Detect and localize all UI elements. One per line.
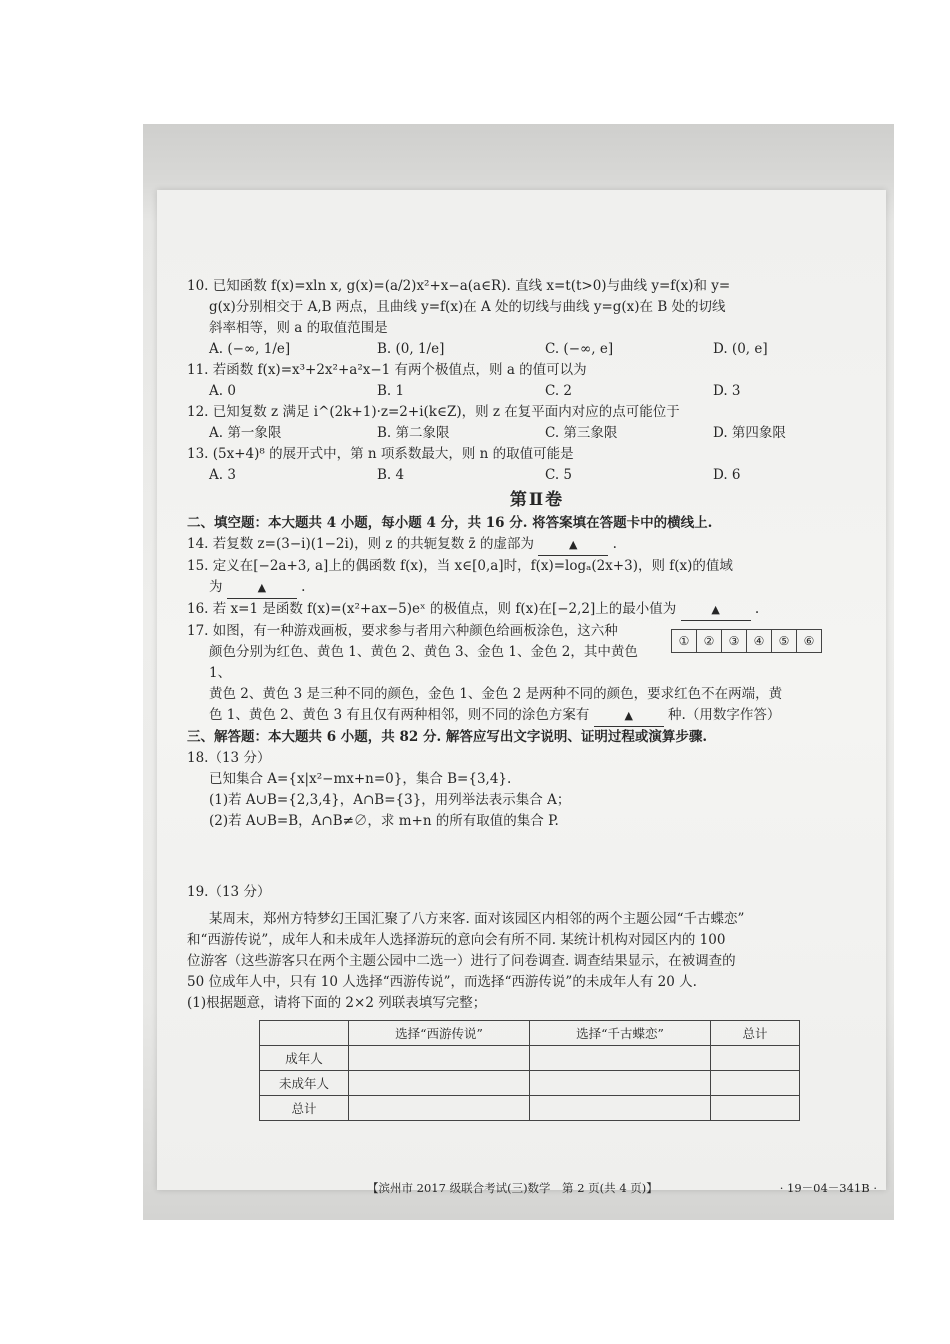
exam-content bbox=[187, 276, 887, 1121]
q16-text bbox=[187, 599, 887, 621]
q15-after2: . bbox=[301, 579, 306, 595]
table-row bbox=[260, 1071, 800, 1096]
q11-option-c: C. 2 bbox=[545, 383, 573, 399]
table-header-cell: 选择“千古蝶恋” bbox=[530, 1021, 711, 1046]
q12-text: 12. 已知复数 z 满足 i^(2k+1)·z=2+i(k∈Z)，则 z 在复平面内对应的点可能位于 bbox=[187, 404, 680, 420]
table-header-cell: 选择“西游传说” bbox=[349, 1021, 530, 1046]
q17-cell-1: ① bbox=[672, 630, 697, 652]
q17-cell-3: ③ bbox=[722, 630, 747, 652]
q10-line3: 斜率相等，则 a 的取值范围是 bbox=[209, 320, 388, 336]
q17-line3: 黄色 2、黄色 3 是三种不同的颜色，金色 1、金色 2 是两种不同的颜色，要求红色不在两端，黄 bbox=[209, 686, 783, 702]
table-row bbox=[260, 1096, 800, 1121]
footer-right: · 19－04－341B · bbox=[779, 1181, 877, 1195]
table-row bbox=[260, 1021, 800, 1046]
q17-top-text bbox=[187, 621, 657, 684]
q11-options bbox=[187, 381, 887, 402]
q19-line2: 和“西游传说”，成年人和未成年人选择游玩的意向会有所不同. 某统计机构对园区内的 100 bbox=[187, 932, 726, 948]
q12-option-c: C. 第三象限 bbox=[545, 425, 618, 441]
table-row-label: 成年人 bbox=[260, 1046, 349, 1071]
q19-head: 19.（13 分） bbox=[187, 884, 271, 900]
q16-answer-blank: ▲ bbox=[681, 599, 751, 621]
q13-option-a: A. 3 bbox=[209, 467, 236, 483]
table-cell bbox=[349, 1071, 530, 1096]
q10-line2: g(x)分别相交于 A,B 两点，且曲线 y=f(x)在 A 处的切线与曲线 y=g(x)在 B 处的切线 bbox=[209, 299, 726, 315]
table-cell bbox=[530, 1071, 711, 1096]
table-header-cell: 总计 bbox=[711, 1021, 800, 1046]
q17-answer-blank: ▲ bbox=[594, 705, 664, 727]
q13-text: 13. (5x+4)⁸ 的展开式中，第 n 项系数最大，则 n 的取值可能是 bbox=[187, 446, 574, 462]
q18-line3: (2)若 A∪B=B，A∩B≠∅，求 m+n 的所有取值的集合 P. bbox=[209, 813, 559, 829]
section3-heading: 三、解答题：本大题共 6 小题，共 82 分. 解答应写出文字说明、证明过程或演算步骤. bbox=[187, 729, 708, 745]
table-cell bbox=[530, 1096, 711, 1121]
q10-option-c: C. (−∞, e] bbox=[545, 341, 614, 357]
q14-before: 14. 若复数 z=(3−i)(1−2i)，则 z 的共轭复数 z̄ 的虚部为 bbox=[187, 536, 534, 552]
q14-text bbox=[187, 534, 887, 556]
q14-after: . bbox=[612, 536, 617, 552]
q13-options bbox=[187, 465, 887, 486]
table-header-cell bbox=[260, 1021, 349, 1046]
q19-line3: 位游客（这些游客只在两个主题公园中二选一）进行了问卷调查. 调查结果显示，在被调查的 bbox=[187, 953, 736, 969]
q11-text: 11. 若函数 f(x)=x³+2x²+a²x−1 有两个极值点，则 a 的值可以为 bbox=[187, 362, 587, 378]
table-row-label: 未成年人 bbox=[260, 1071, 349, 1096]
q11-option-b: B. 1 bbox=[377, 383, 405, 399]
q18-line2: (1)若 A∪B={2,3,4}，A∩B={3}，用列举法表示集合 A； bbox=[209, 792, 571, 808]
q17-top bbox=[187, 621, 887, 684]
table-row-label: 总计 bbox=[260, 1096, 349, 1121]
q17-after4: 种.（用数字作答） bbox=[668, 707, 781, 723]
q13-option-c: C. 5 bbox=[545, 467, 573, 483]
q17-cell-2: ② bbox=[697, 630, 722, 652]
table-cell bbox=[711, 1046, 800, 1071]
q10-line1: 10. 已知函数 f(x)=xln x, g(x)=(a/2)x²+x−a(a∈R). 直线 x=t(t>0)与曲线 y=f(x)和 y= bbox=[187, 278, 731, 294]
q14-answer-blank: ▲ bbox=[538, 534, 608, 556]
q10-option-d: D. (0, e] bbox=[713, 341, 768, 357]
q17-board-diagram bbox=[671, 629, 822, 653]
q17-line2: 颜色分别为红色、黄色 1、黄色 2、黄色 3、金色 1、金色 2，其中黄色 1、 bbox=[209, 644, 638, 681]
q12-option-d: D. 第四象限 bbox=[713, 425, 786, 441]
section2-heading: 二、填空题：本大题共 4 小题，每小题 4 分，共 16 分. 将答案填在答题卡中的横线上. bbox=[187, 515, 713, 531]
q16-after: . bbox=[754, 601, 760, 617]
q15-line2 bbox=[187, 577, 887, 599]
table-cell bbox=[711, 1096, 800, 1121]
q17-line4 bbox=[187, 705, 887, 727]
footer-center: 【滨州市 2017 级联合考试(三)数学 第 2 页(共 4 页)】 bbox=[367, 1181, 658, 1195]
photo-background bbox=[143, 124, 894, 1220]
q19-line4: 50 位成年人中，只有 10 人选择“西游传说”，而选择“西游传说”的未成年人有 20 人. bbox=[187, 974, 697, 990]
q13-option-b: B. 4 bbox=[377, 467, 405, 483]
q18-line1: 已知集合 A={x|x²−mx+n=0}，集合 B={3,4}. bbox=[209, 771, 512, 787]
q19-line5: (1)根据题意，请将下面的 2×2 列联表填写完整； bbox=[187, 995, 487, 1011]
q15-answer-blank: ▲ bbox=[227, 577, 297, 599]
part2-title: 第Ⅱ卷 bbox=[509, 490, 565, 510]
q17-line1: 17. 如图，有一种游戏画板，要求参与者用六种颜色给画板涂色，这六种 bbox=[187, 623, 618, 639]
table-cell bbox=[711, 1071, 800, 1096]
q17-cell-6: ⑥ bbox=[803, 634, 815, 648]
table-cell bbox=[349, 1096, 530, 1121]
spacer bbox=[187, 832, 887, 882]
contingency-table bbox=[259, 1020, 800, 1121]
q17-before4: 色 1、黄色 2、黄色 3 有且仅有两种相邻，则不同的涂色方案有 bbox=[209, 707, 590, 723]
q12-option-b: B. 第二象限 bbox=[377, 425, 450, 441]
q11-option-d: D. 3 bbox=[713, 383, 741, 399]
table-cell bbox=[349, 1046, 530, 1071]
q15-line1: 15. 定义在[−2a+3, a]上的偶函数 f(x)，当 x∈[0,a]时，f(x)=logₐ(2x+3)，则 f(x)的值域 bbox=[187, 558, 733, 574]
exam-sheet bbox=[157, 190, 886, 1195]
q10-options bbox=[187, 339, 887, 360]
q12-option-a: A. 第一象限 bbox=[209, 425, 282, 441]
q19-line1: 某周末，郑州方特梦幻王国汇聚了八方来客. 面对该园区内相邻的两个主题公园“千古蝶恋” bbox=[209, 911, 745, 927]
q13-option-d: D. 6 bbox=[713, 467, 741, 483]
q10-option-b: B. (0, 1/e] bbox=[377, 341, 445, 357]
q10-option-a: A. (−∞, 1/e] bbox=[209, 341, 291, 357]
page-footer bbox=[217, 1180, 877, 1196]
q16-before: 16. 若 x=1 是函数 f(x)=(x²+ax−5)eˣ 的极值点，则 f(x)在[−2,2]上的最小值为 bbox=[187, 601, 677, 617]
table-row bbox=[260, 1046, 800, 1071]
q18-head: 18.（13 分） bbox=[187, 750, 271, 766]
q15-before2: 为 bbox=[209, 579, 223, 595]
q17-cell-5: ⑤ bbox=[772, 630, 797, 652]
q17-cell-4: ④ bbox=[747, 630, 772, 652]
q12-options bbox=[187, 423, 887, 444]
table-cell bbox=[530, 1046, 711, 1071]
q11-option-a: A. 0 bbox=[209, 383, 236, 399]
